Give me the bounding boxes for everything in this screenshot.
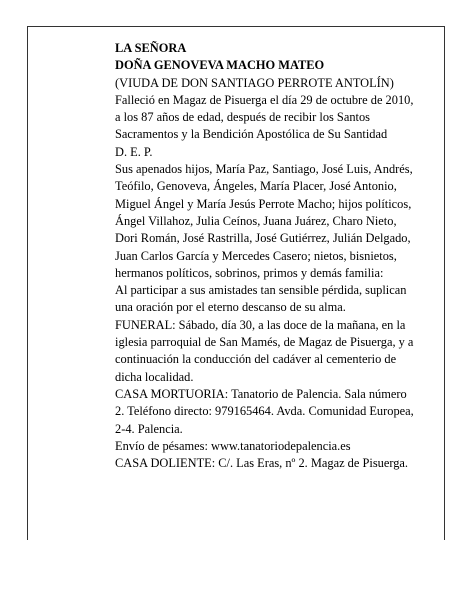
- notice-subtitle: (VIUDA DE DON SANTIAGO PERROTE ANTOLÍN): [115, 75, 394, 90]
- obituary-notice: [115, 40, 415, 472]
- mortuary-info: CASA MORTUORIA: Tanatorio de Palencia. Sala número 2. Teléfono directo: 979165464. Avda. Comunidad Europea, 2-4. Palencia.: [115, 386, 414, 436]
- dep-line: D. E. P.: [115, 144, 153, 159]
- family-paragraph: Sus apenados hijos, María Paz, Santiago, José Luis, Andrés, Teófilo, Genoveva, Ángeles, María Placer, José Antonio, Miguel Ángel y María Jesús Perrote Macho; hijos políticos, Ángel Villahoz, Julia Ceínos, Juana Juárez, Charo Nieto, Dori Román, José Rastrilla, José Gutiérrez, Julián Delgado, Juan Carlos García y Mercedes Casero; nietos, bisnietos, hermanos políticos, sobrinos, primos y demás familia:: [115, 162, 413, 280]
- home-info: CASA DOLIENTE: C/. Las Eras, nº 2. Magaz de Pisuerga.: [115, 456, 409, 471]
- prayer-request: Al participar a sus amistades tan sensible pérdida, suplican una oración por el eterno descanso de su alma.: [115, 283, 407, 315]
- condolences-info: Envío de pésames: www.tanatoriodepalencia.es: [115, 438, 351, 453]
- death-info: Falleció en Magaz de Pisuerga el día 29 de octubre de 2010, a los 87 años de edad, después de recibir los Santos Sacramentos y la Bendición Apostólica de Su Santidad: [115, 92, 414, 142]
- notice-title-line2: DOÑA GENOVEVA MACHO MATEO: [115, 58, 325, 73]
- notice-title-line1: LA SEÑORA: [115, 41, 187, 55]
- funeral-info: FUNERAL: Sábado, día 30, a las doce de la mañana, en la iglesia parroquial de San Mamés, de Magaz de Pisuerga, y a continuación la conducción del cadáver al cementerio de dicha localidad.: [115, 317, 414, 384]
